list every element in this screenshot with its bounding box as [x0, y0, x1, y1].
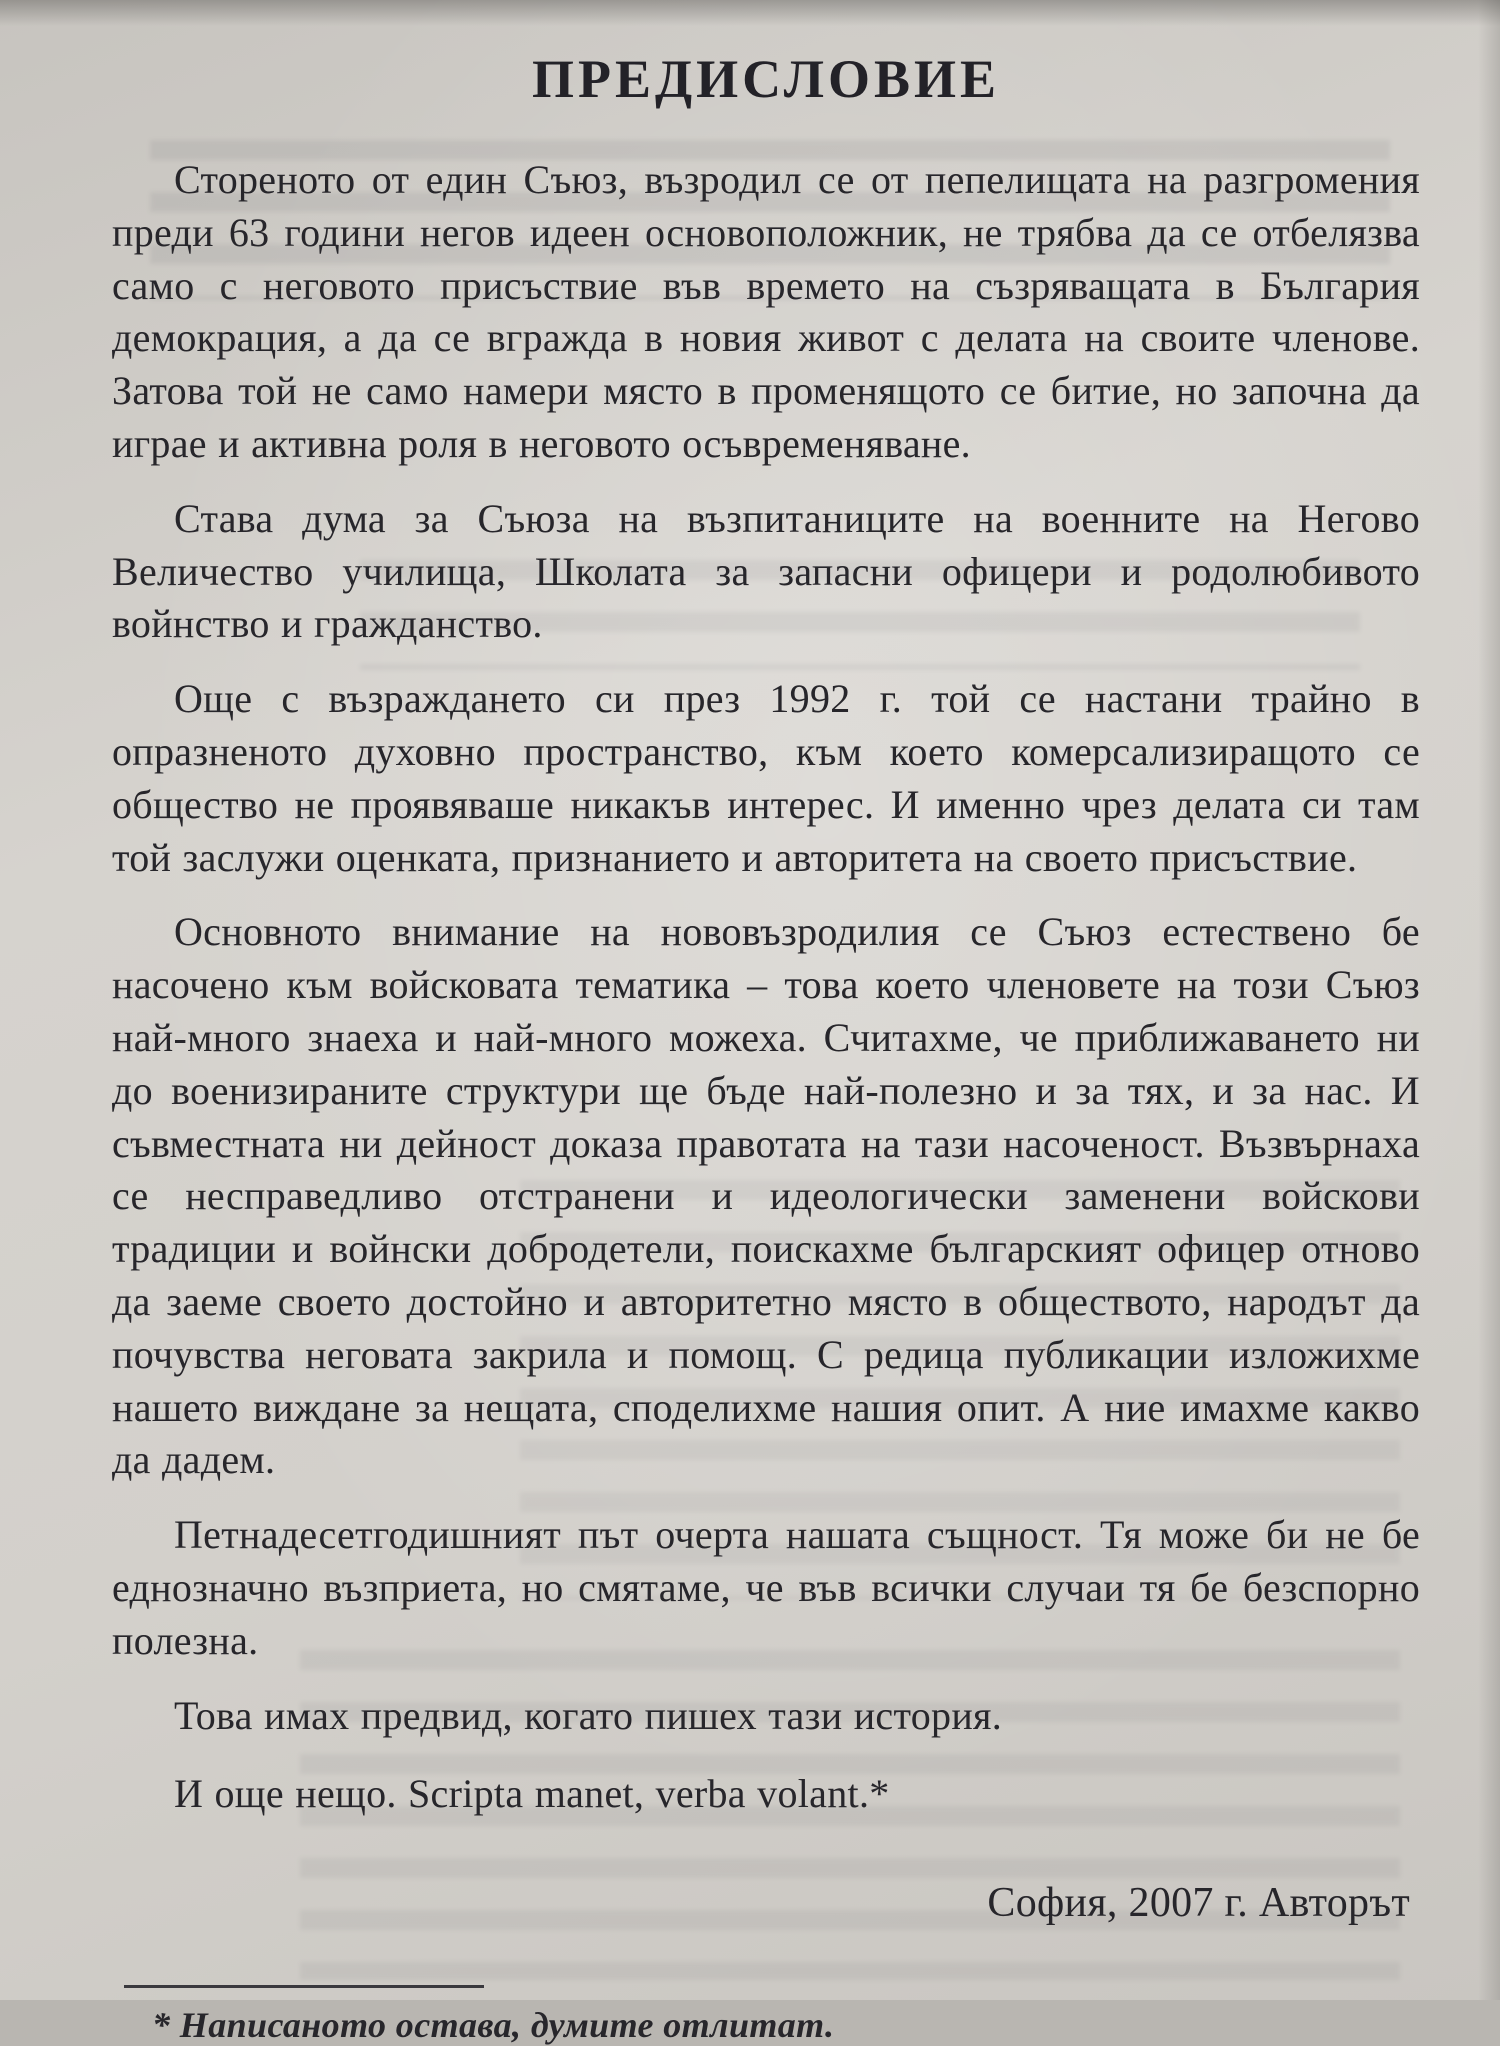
paragraph-4: Основното внимание на нововъзродилия се Съюз естествено бе насочено към войсковата тематика – това което членовете на този Съюз най-много знаеха и най-много можеха. Считахме, че приближаването ни до военизираните структури ще бъде най-полезно и за тях, и за нас. И съвместната ни дейност доказа правотата на тази насоченост. Възвърнаха се несправедливо отстранени и идеологически заменени войскови традиции и войнски добродетели, поискахме българският офицер отново да заеме своето достойно и авторитетно място в обществото, народът да почувства неговата закрила и помощ. С редица публикации изложихме нашето виждане за нещата, споделихме нашия опит. А ние имахме какво да дадем. [112, 909, 1420, 1483]
paragraph-3: Още с възраждането си през 1992 г. той се настани трайно в опразненото духовно пространство, към което комерсализиращото се общество не проявяваше никакъв интерес. И именно чрез делата си там той заслужи оценката, признанието и авторитета на своето присъствие. [112, 676, 1420, 880]
paragraph-1: Стореното от един Съюз, възродил се от пепелищата на разгромения преди 63 години негов идеен основоположник, не трябва да се отбелязва само с неговото присъствие във времето на съзряващата в България демокрация, а да се вгражда в новия живот с делата на своите членове. Затова той не само намери място в променящото се битие, но започна да играе и активна роля в неговото осъвременяване. [112, 157, 1420, 466]
page-title: ПРЕДИСЛОВИЕ [531, 49, 1001, 109]
paragraph-2: Става дума за Съюза на възпитаниците на военните на Негово Величество училища, Школата за запасни офицери и родолюбивото войнство и гражданство. [112, 495, 1420, 647]
footnote: * Написаното остава, думите отлитат. [152, 2005, 835, 2046]
closing-line-2: И още нещо. Scripta manet, verba volant.* [174, 1771, 890, 1817]
signature-line: София, 2007 г. Авторът [987, 1880, 1410, 1927]
closing-line-1: Това имах предвид, когато пишех тази история. [174, 1692, 1003, 1738]
footnote-divider [124, 1985, 484, 1988]
paragraph-5: Петнадесетгодишният път очерта нашата същност. Тя може би не бе еднозначно възприета, но смятаме, че във всички случаи тя бе безспорно полезна. [112, 1512, 1420, 1663]
